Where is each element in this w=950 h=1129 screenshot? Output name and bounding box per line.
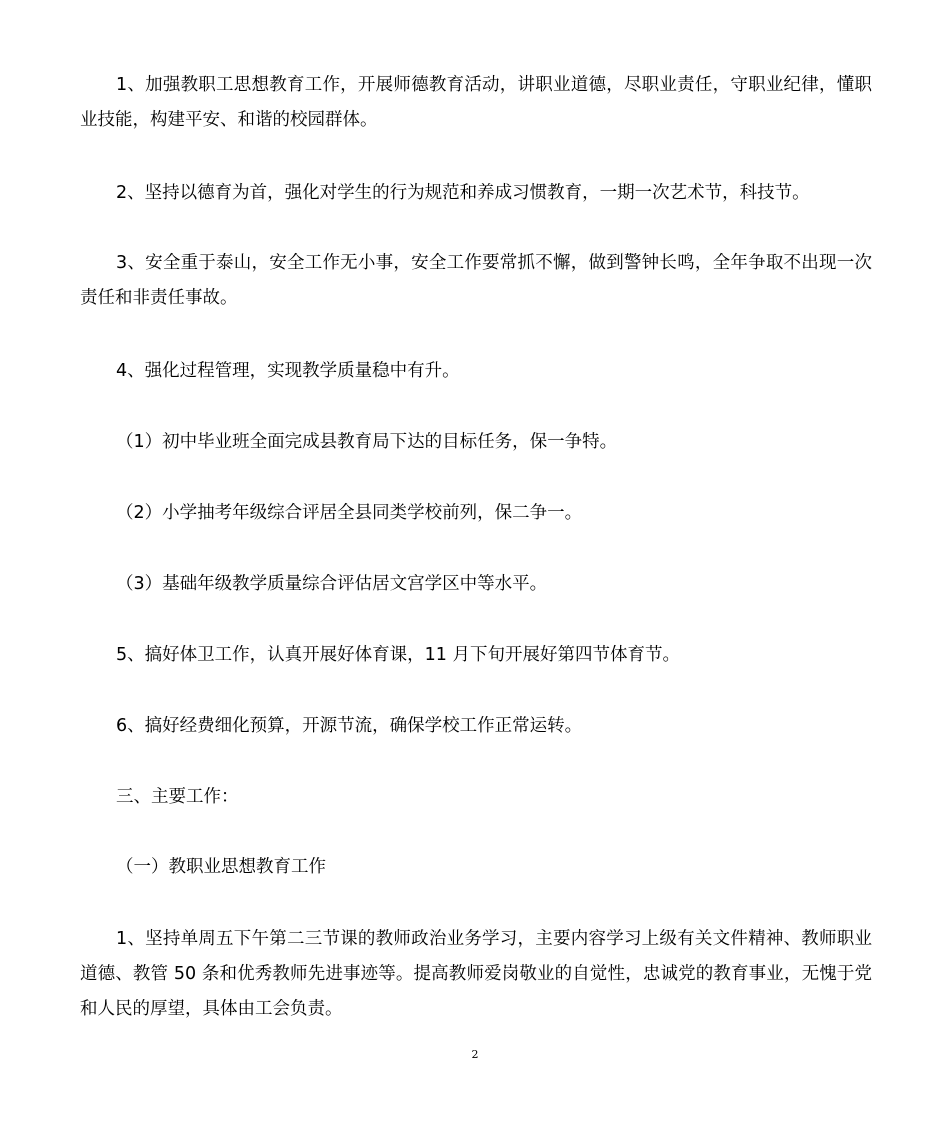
paragraph-goal-3: 3、安全重于泰山，安全工作无小事，安全工作要常抓不懈，做到警钟长鸣，全年争取不出现一次责任和非责任事故。 [80,253,872,308]
paragraph-goal-1: 1、加强教职工思想教育工作，开展师德教育活动，讲职业道德，尽职业责任，守职业纪律，懂职业技能，构建平安、和谐的校园群体。 [80,75,872,130]
paragraph-goal-2: 2、坚持以德育为首，强化对学生的行为规范和养成习惯教育，一期一次艺术节，科技节。 [116,183,810,203]
subsection-heading-education: （一）教职业思想教育工作 [116,857,326,877]
paragraph-work-1: 1、坚持单周五下午第二三节课的教师政治业务学习，主要内容学习上级有关文件精神、教师职业道德、教管 50 条和优秀教师先进事迹等。提高教师爱岗敬业的自觉性，忠诚党的教育事业，无愧于党和人民的厚望，具体由工会负责。 [80,929,872,1019]
paragraph-goal-4-2: （2）小学抽考年级综合评居全县同类学校前列，保二争一。 [116,503,583,523]
page-number: 2 [471,1048,479,1061]
paragraph-goal-4: 4、强化过程管理，实现教学质量稳中有升。 [116,361,460,381]
paragraph-goal-6: 6、搞好经费细化预算，开源节流，确保学校工作正常运转。 [116,716,583,736]
paragraph-goal-4-3: （3）基础年级教学质量综合评估居文宫学区中等水平。 [116,574,548,594]
section-heading-main-work: 三、主要工作： [116,787,239,807]
paragraph-goal-5: 5、搞好体卫工作，认真开展好体育课，11 月下旬开展好第四节体育节。 [116,645,680,665]
paragraph-goal-4-1: （1）初中毕业班全面完成县教育局下达的目标任务，保一争特。 [116,432,618,452]
